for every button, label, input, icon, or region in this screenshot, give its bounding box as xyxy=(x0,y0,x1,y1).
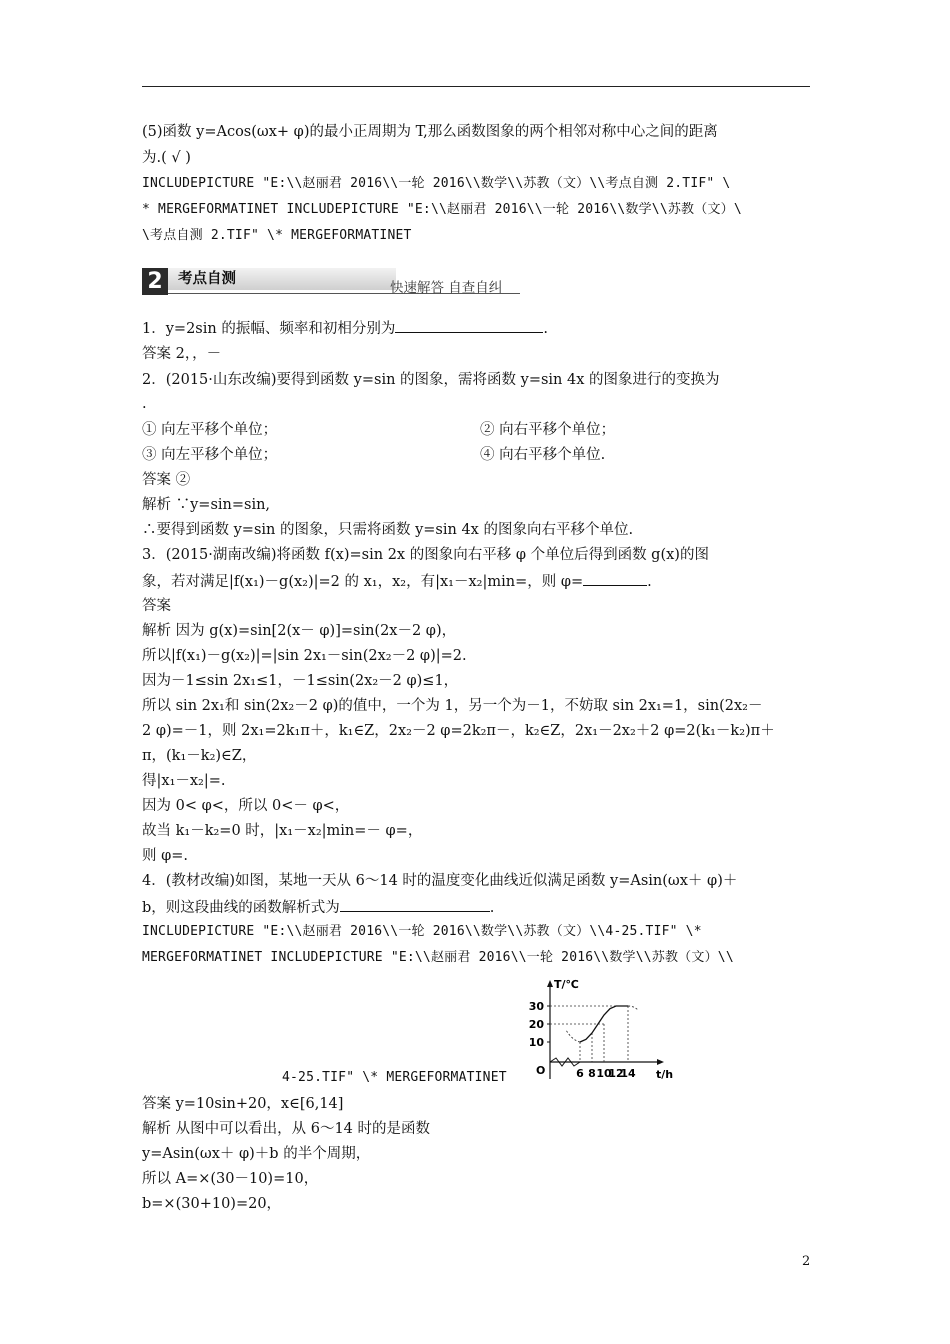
text-line: MERGEFORMATINET INCLUDEPICTURE "E:\\赵丽君 2016\\一轮 2016\\数学\\苏教（文）\\ xyxy=(142,950,734,965)
question-text: b，则这段曲线的函数解析式为 xyxy=(142,900,340,916)
section-subtitle: 快速解答 自查自纠 xyxy=(390,280,503,296)
question-text: 象，若对满足|f(x₁)－g(x₂)|=2 的 x₁，x₂，有|x₁－x₂|min=，则 φ= xyxy=(142,574,584,590)
solution-line: 故当 k₁－k₂=0 时，|x₁－x₂|min=－ φ=， xyxy=(142,823,423,839)
section-title: 考点自测 xyxy=(168,268,396,290)
y-tick-label: 20 xyxy=(528,1018,544,1031)
answer-blank xyxy=(340,897,490,912)
y-axis-label: T/℃ xyxy=(554,978,579,991)
x-tick-label: 6 xyxy=(576,1067,584,1080)
answer-line: 答案 2，，－ xyxy=(142,346,222,362)
option-2: ② 向右平移个单位； xyxy=(480,422,616,438)
question-4-cont xyxy=(142,897,494,918)
curve-extension-left xyxy=(566,1030,580,1042)
solution-line: y=Asin(ωx＋ φ)＋b 的半个周期， xyxy=(142,1146,371,1162)
solution-line: 2 φ)=－1，则 2x₁=2k₁π＋，k₁∈Z，2x₂－2 φ=2k₂π－，k₂∈Z，2x₁－2x₂＋2 φ=2(k₁－k₂)π＋ xyxy=(142,723,775,739)
origin-label: O xyxy=(536,1064,546,1077)
solution-line: 所以 sin 2x₁和 sin(2x₂－2 φ)的值中，一个为 1，另一个为－1，不妨取 sin 2x₁=1，sin(2x₂－ xyxy=(142,698,763,714)
y-axis-arrow xyxy=(547,980,553,987)
question-text: . xyxy=(489,900,495,916)
question-2: 2．(2015·山东改编)要得到函数 y=sin 的图象，需将函数 y=sin 4x 的图象进行的变换为 xyxy=(142,372,720,388)
solution-line: 所以 A=×(30－10)=10， xyxy=(142,1171,319,1187)
solution-line: 因为－1≤sin 2x₁≤1，－1≤sin(2x₂－2 φ)≤1， xyxy=(142,673,459,689)
solution-line: 解析 从图中可以看出，从 6～14 时的是函数 xyxy=(142,1121,431,1137)
solution-line: 因为 0< φ<，所以 0<－ φ<， xyxy=(142,798,350,814)
question-4: 4．(教材改编)如图，某地一天从 6～14 时的温度变化曲线近似满足函数 y=Asin(ωx＋ φ)＋ xyxy=(142,873,738,889)
x-axis-label: t/h xyxy=(656,1068,674,1081)
question-text: 1．y=2sin 的振幅、频率和初相分别为 xyxy=(142,321,396,337)
question-3-cont xyxy=(142,571,652,592)
section-number: 2 xyxy=(142,268,168,295)
option-4: ④ 向右平移个单位. xyxy=(480,447,606,463)
answer-line: 答案 ② xyxy=(142,472,191,488)
solution-line: 解析 ∵y=sin=sin, xyxy=(142,497,271,513)
curve-extension-right xyxy=(628,1006,638,1010)
solution-line: π，(k₁－k₂)∈Z， xyxy=(142,748,257,764)
answer-line: 答案 y=10sin+20，x∈[6,14] xyxy=(142,1096,344,1112)
solution-line: 解析 因为 g(x)=sin[2(x－ φ)]=sin(2x－2 φ)， xyxy=(142,623,457,639)
text-line: INCLUDEPICTURE "E:\\赵丽君 2016\\一轮 2016\\数学\\苏教（文）\\4-25.TIF" \* xyxy=(142,924,702,939)
option-1: ① 向左平移个单位； xyxy=(142,422,278,438)
question-text: . xyxy=(543,321,548,337)
x-tick-label: 8 xyxy=(588,1067,596,1080)
text-line: (5)函数 y=Acos(ωx+ φ)的最小正周期为 T,那么函数图象的两个相邻对称中心之间的距离 xyxy=(142,124,718,140)
temperature-chart xyxy=(528,976,678,1086)
question-2-end: . xyxy=(142,396,147,412)
solution-line: ∴要得到函数 y=sin 的图象，只需将函数 y=sin 4x 的图象向右平移个单位. xyxy=(142,522,634,538)
text-line: INCLUDEPICTURE "E:\\赵丽君 2016\\一轮 2016\\数学\\苏教（文）\\考点自测 2.TIF" \ xyxy=(142,176,731,191)
solution-line: 则 φ=. xyxy=(142,848,189,864)
question-text: . xyxy=(647,574,652,590)
question-1 xyxy=(142,318,548,339)
x-tick-label: 14 xyxy=(620,1067,636,1080)
text-line: \考点自测 2.TIF" \* MERGEFORMATINET xyxy=(142,228,412,243)
text-line: 4-25.TIF" \* MERGEFORMATINET xyxy=(282,1070,507,1085)
solution-line: b=×(30+10)=20， xyxy=(142,1196,282,1212)
x-tick-label: 12 xyxy=(608,1067,624,1080)
question-3: 3．(2015·湖南改编)将函数 f(x)=sin 2x 的图象向右平移 φ 个单位后得到函数 g(x)的图 xyxy=(142,547,709,563)
solution-line: 所以|f(x₁)－g(x₂)|=|sin 2x₁－sin(2x₂－2 φ)|=2. xyxy=(142,648,467,664)
x-tick-label: 10 xyxy=(596,1067,612,1080)
text-line: 为.( √ ) xyxy=(142,150,191,166)
x-axis-arrow xyxy=(657,1059,664,1065)
answer-blank xyxy=(395,318,543,333)
solution-line: 得|x₁－x₂|=. xyxy=(142,773,226,789)
section-banner xyxy=(142,268,520,295)
y-tick-label: 30 xyxy=(528,1000,544,1013)
y-tick-label: 10 xyxy=(528,1036,544,1049)
answer-line: 答案 xyxy=(142,598,171,614)
header-rule xyxy=(142,86,810,87)
page-number: 2 xyxy=(802,1254,811,1269)
answer-blank xyxy=(583,571,647,586)
text-line: * MERGEFORMATINET INCLUDEPICTURE "E:\\赵丽君 2016\\一轮 2016\\数学\\苏教（文）\ xyxy=(142,202,742,217)
option-3: ③ 向左平移个单位； xyxy=(142,447,278,463)
